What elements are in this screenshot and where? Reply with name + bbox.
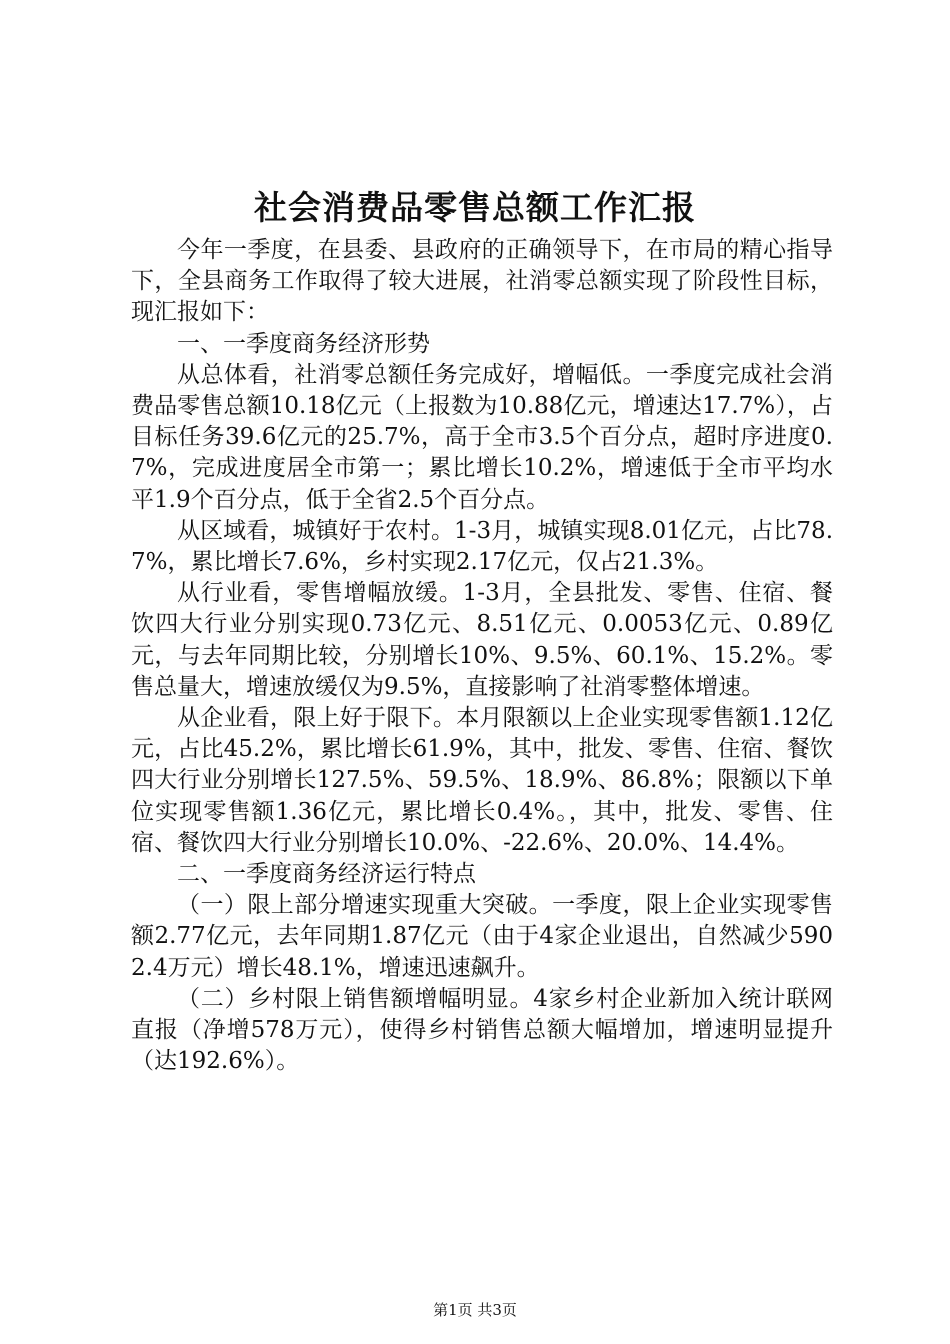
- section-heading-1: 一、一季度商务经济形势: [177, 330, 430, 357]
- section-heading-2: 二、一季度商务经济运行特点: [177, 861, 476, 888]
- paragraph-intro: 今年一季度，在县委、县政府的正确领导下，在市局的精心指导下，全县商务工作取得了较大进展，社消零总额实现了阶段性目标，现汇报如下：: [131, 237, 833, 326]
- paragraph-feature-1: （一）限上部分增速实现重大突破。一季度，限上企业实现零售额2.77亿元，去年同期1.87亿元（由于4家企业退出，自然减少5902.4万元）增长48.1%，增速迅速飙升。: [131, 892, 833, 981]
- paragraph-overall: 从总体看，社消零总额任务完成好，增幅低。一季度完成社会消费品零售总额10.18亿元（上报数为10.88亿元，增速达17.7%），占目标任务39.6亿元的25.7%，高于全市3.5个百分点，超时序进度0.7%，完成进度居全市第一；累比增长10.2%，增速低于全市平均水平1.9个百分点，低于全省2.5个百分点。: [131, 361, 833, 513]
- paragraph-region: 从区域看，城镇好于农村。1-3月，城镇实现8.01亿元，占比78.7%，累比增长7.6%，乡村实现2.17亿元，仅占21.3%。: [131, 517, 833, 576]
- page-number: 第1页 共3页: [433, 1301, 517, 1319]
- paragraph-feature-2: （二）乡村限上销售额增幅明显。4家乡村企业新加入统计联网直报（净增578万元），使得乡村销售总额大幅增加，增速明显提升（达192.6%）。: [131, 985, 833, 1075]
- document-body: [131, 235, 833, 1077]
- paragraph-enterprise: 从企业看，限上好于限下。本月限额以上企业实现零售额1.12亿元，占比45.2%，累比增长61.9%，其中，批发、零售、住宿、餐饮四大行业分别增长127.5%、59.5%、18.9%、86.8%；限额以下单位实现零售额1.36亿元，累比增长0.4%。，其中，批发、零售、住宿、餐饮四大行业分别增长10.0%、-22.6%、20.0%、14.4%。: [131, 705, 833, 856]
- paragraph-industry: 从行业看，零售增幅放缓。1-3月，全县批发、零售、住宿、餐饮四大行业分别实现0.73亿元、8.51亿元、0.0053亿元、0.89亿元，与去年同期比较，分别增长10%、9.5%、60.1%、15.2%。零售总量大，增速放缓仅为9.5%，直接影响了社消零整体增速。: [131, 580, 833, 700]
- document-title: 社会消费品零售总额工作汇报: [254, 188, 696, 227]
